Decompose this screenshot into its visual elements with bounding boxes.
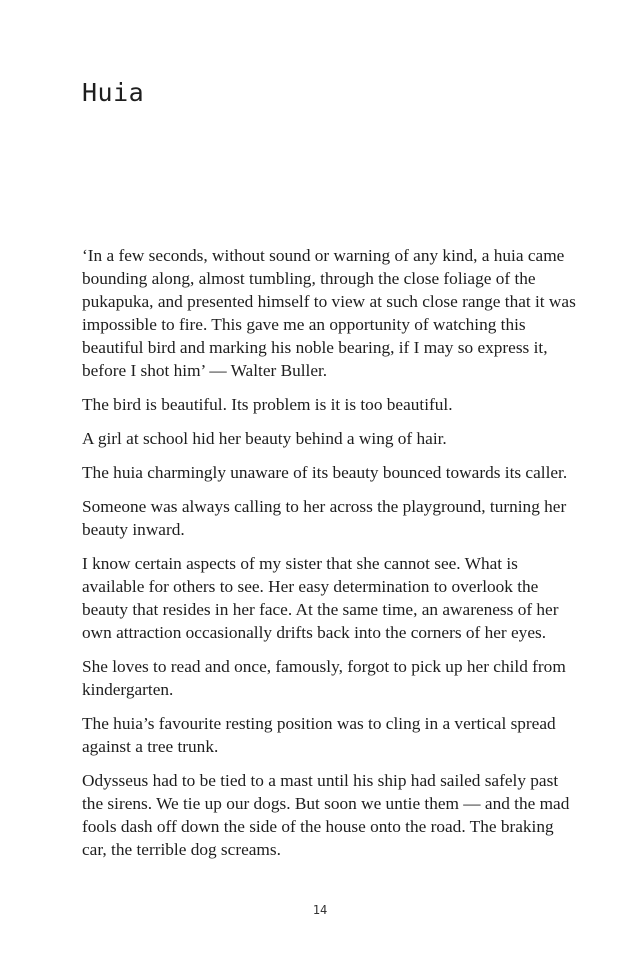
page-title: Huia xyxy=(82,78,145,107)
paragraph-resting-position: The huia’s favourite resting position was to cling in a vertical spread against a tree trunk. xyxy=(82,714,556,756)
paragraph-odysseus: Odysseus had to be tied to a mast until his ship had sailed safely past the sirens. We tie up our dogs. But soon we untie them — and the mad fools dash off down the side of the house onto the road. The braking car, the terrible dog screams. xyxy=(82,771,570,859)
paragraph-girl-at-school: A girl at school hid her beauty behind a wing of hair. xyxy=(82,429,447,448)
paragraph-sister: I know certain aspects of my sister that she cannot see. What is available for others to see. Her easy determination to overlook the beauty that resides in her face. At the same time, an awareness of her own attraction occasionally drifts back into the corners of her eyes. xyxy=(82,554,559,642)
paragraph-bird-beautiful: The bird is beautiful. Its problem is it is too beautiful. xyxy=(82,395,453,414)
paragraph-playground: Someone was always calling to her across the playground, turning her beauty inward. xyxy=(82,497,567,539)
body-text xyxy=(82,244,576,872)
paragraph-huia-unaware: The huia charmingly unaware of its beauty bounced towards its caller. xyxy=(82,463,568,482)
page-number: 14 xyxy=(312,903,328,917)
paragraph-buller-quote: ‘In a few seconds, without sound or warning of any kind, a huia came bounding along, almost tumbling, through the close foliage of the pukapuka, and presented himself to view at such close range that it was impossible to fire. This gave me an opportunity of watching this beautiful bird and marking his noble bearing, if I may so express it, before I shot him’ — Walter Buller. xyxy=(82,246,576,380)
paragraph-kindergarten: She loves to read and once, famously, forgot to pick up her child from kindergarten. xyxy=(82,657,566,699)
